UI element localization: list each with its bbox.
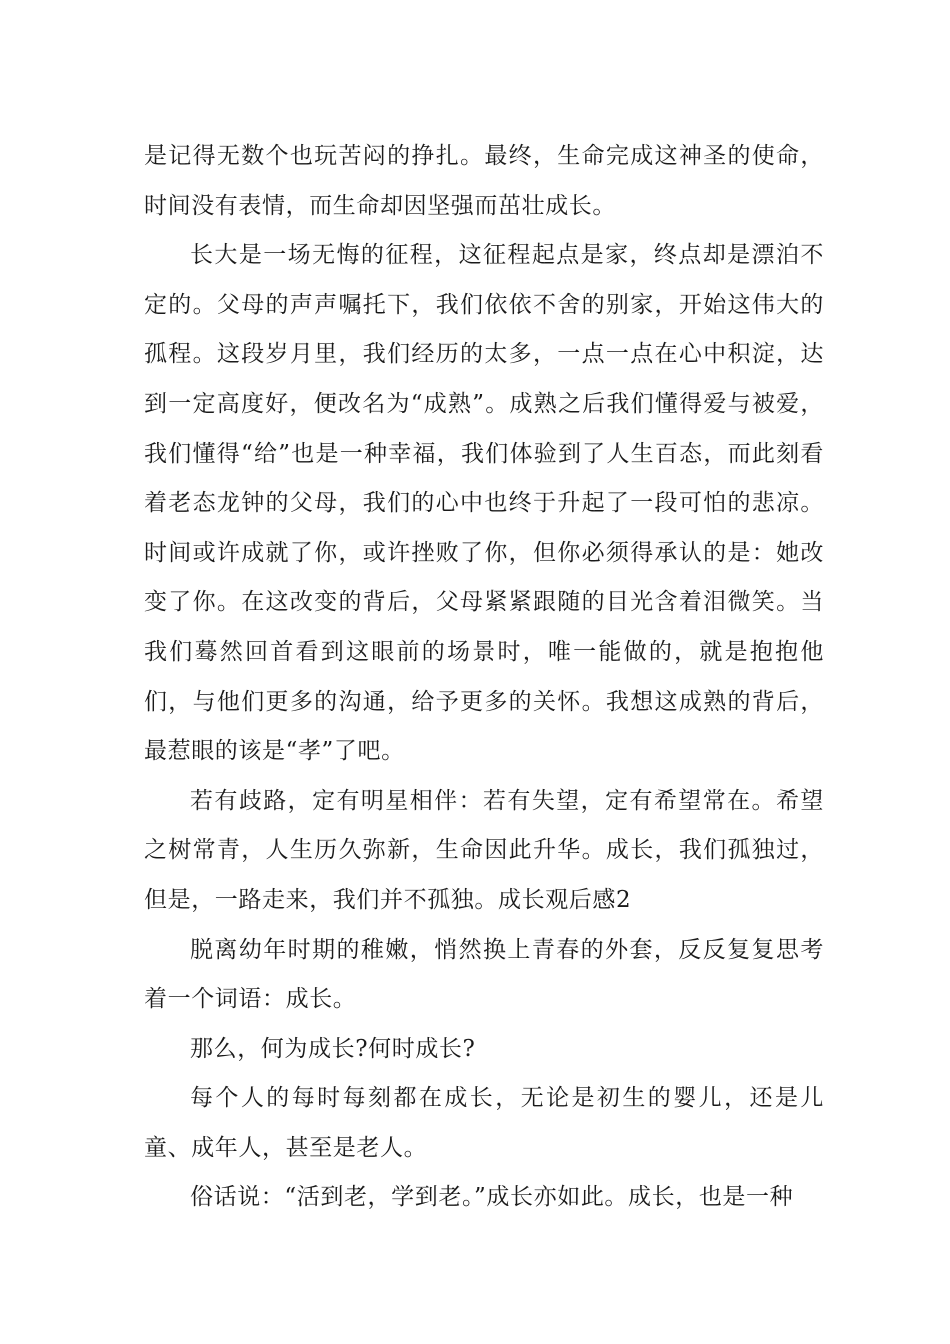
paragraph-3: 若有歧路，定有明星相伴：若有失望，定有希望常在。希望之树常青，人生历久弥新，生命因此升华。成长，我们孤独过，但是，一路走来，我们并不孤独。成长观后感2 (144, 787, 824, 913)
paragraph-4: 脱离幼年时期的稚嫩，悄然换上青春的外套，反反复复思考着一个词语：成长。 (144, 936, 824, 1013)
paragraph-6: 每个人的每时每刻都在成长，无论是初生的婴儿，还是儿童、成年人，甚至是老人。 (144, 1085, 824, 1161)
paragraph-5: 那么，何为成长?何时成长? (190, 1035, 476, 1062)
paragraph-1: 是记得无数个也玩苦闷的挣扎。最终，生命完成这神圣的使命，时间没有表情，而生命却因坚强而茁壮成长。 (144, 143, 824, 219)
paragraph-7: 俗话说：“活到老，学到老。”成长亦如此。成长，也是一种 (190, 1184, 794, 1211)
paragraph-2: 长大是一场无悔的征程，这征程起点是家，终点却是漂泊不定的。父母的声声嘱托下，我们依依不舍的别家，开始这伟大的孤程。这段岁月里，我们经历的太多，一点一点在心中积淀，达到一定高度好，便改名为“成熟”。成熟之后我们懂得爱与被爱，我们懂得“给”也是一种幸福，我们体验到了人生百态，而此刻看着老态龙钟的父母，我们的心中也终于升起了一段可怕的悲凉。时间或许成就了你，或许挫败了你，但你必须得承认的是：她改变了你。在这改变的背后，父母紧紧跟随的目光含着泪微笑。当我们蓦然回首看到这眼前的场景时，唯一能做的，就是抱抱他们，与他们更多的沟通，给予更多的关怀。我想这成熟的背后，最惹眼的该是“孝”了吧。 (144, 242, 824, 765)
document-body (144, 132, 824, 1223)
